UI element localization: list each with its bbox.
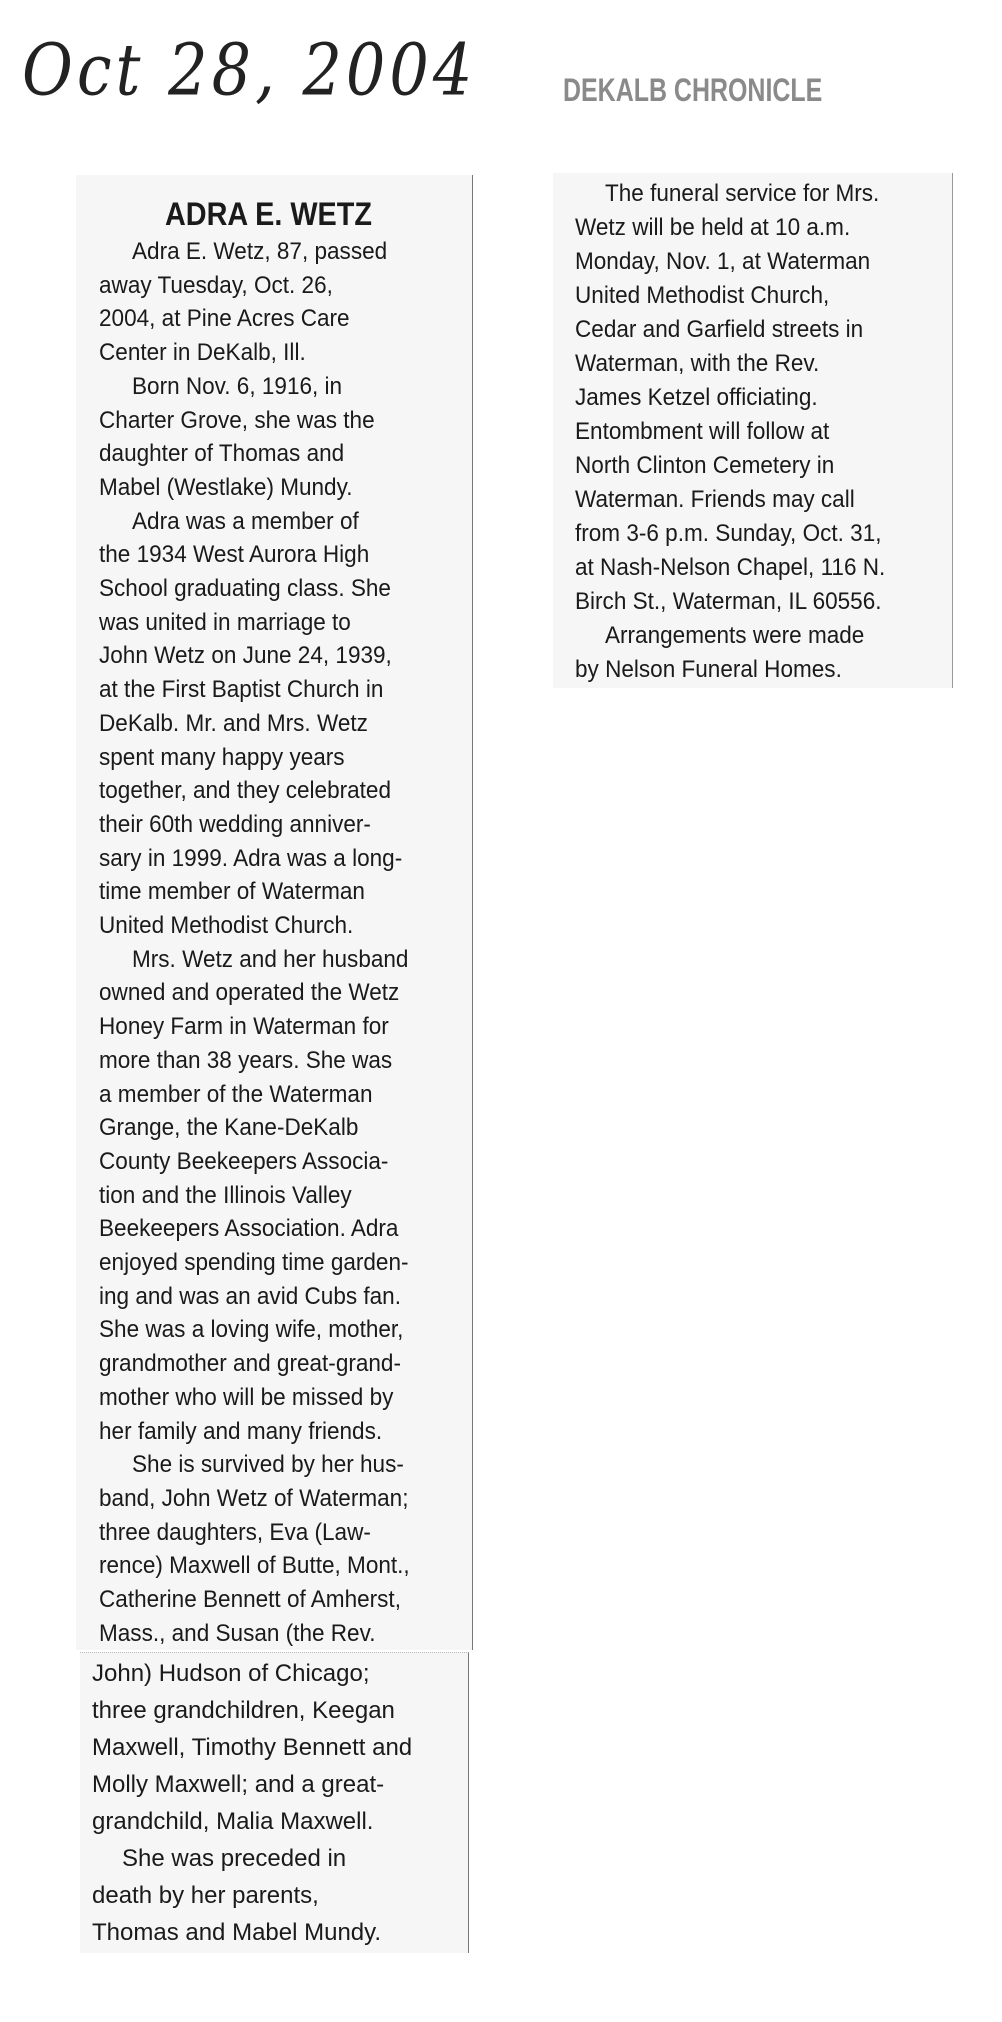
text-line: Mrs. Wetz and her husband (132, 946, 409, 973)
text-line: County Beekeepers Associa- (99, 1148, 389, 1175)
text-line: Catherine Bennett of Amherst, (99, 1586, 401, 1613)
text-line: Wetz will be held at 10 a.m. (575, 214, 851, 241)
text-line: at Nash-Nelson Chapel, 116 N. (575, 554, 886, 581)
text-line: more than 38 years. She was (99, 1047, 393, 1074)
text-line: Beekeepers Association. Adra (99, 1215, 399, 1242)
text-line: Mabel (Westlake) Mundy. (99, 474, 353, 501)
text-line: Cedar and Garfield streets in (575, 316, 864, 343)
text-line: DeKalb. Mr. and Mrs. Wetz (99, 710, 368, 737)
text-line: grandmother and great-grand- (99, 1350, 401, 1377)
text-line: ing and was an avid Cubs fan. (99, 1283, 401, 1310)
text-line: School graduating class. She (99, 575, 391, 602)
text-line: She was a loving wife, mother, (99, 1316, 404, 1343)
text-line: Birch St., Waterman, IL 60556. (575, 588, 882, 615)
text-line: 2004, at Pine Acres Care (99, 305, 350, 332)
text-line: grandchild, Malia Maxwell. (92, 1808, 374, 1835)
text-line: United Methodist Church. (99, 912, 354, 939)
text-line: her family and many friends. (99, 1418, 383, 1445)
text-line: was united in marriage to (99, 609, 351, 636)
text-line: Mass., and Susan (the Rev. (99, 1620, 376, 1647)
text-line: Molly Maxwell; and a great- (92, 1771, 385, 1798)
text-line: at the First Baptist Church in (99, 676, 384, 703)
text-line: three grandchildren, Keegan (92, 1697, 395, 1724)
text-line: John) Hudson of Chicago; (92, 1660, 370, 1687)
text-line: Waterman, with the Rev. (575, 350, 820, 377)
text-line: James Ketzel officiating. (575, 384, 818, 411)
text-line: rence) Maxwell of Butte, Mont., (99, 1552, 410, 1579)
text-line: enjoyed spending time garden- (99, 1249, 409, 1276)
text-line: mother who will be missed by (99, 1384, 394, 1411)
text-line: owned and operated the Wetz (99, 979, 400, 1006)
obituary-title: ADRA E. WETZ (165, 196, 372, 232)
text-line: Center in DeKalb, Ill. (99, 339, 306, 366)
text-line: band, John Wetz of Waterman; (99, 1485, 409, 1512)
text-line: sary in 1999. Adra was a long- (99, 845, 403, 872)
text-line: together, and they celebrated (99, 777, 391, 804)
text-line: spent many happy years (99, 744, 345, 771)
text-line: by Nelson Funeral Homes. (575, 656, 842, 683)
text-line: Waterman. Friends may call (575, 486, 855, 513)
text-line: a member of the Waterman (99, 1081, 373, 1108)
text-line: Adra E. Wetz, 87, passed (132, 238, 388, 265)
text-line: Monday, Nov. 1, at Waterman (575, 248, 871, 275)
text-line: Maxwell, Timothy Bennett and (92, 1734, 413, 1761)
text-line: Arrangements were made (605, 622, 865, 649)
text-line: death by her parents, (92, 1882, 319, 1909)
text-line: Born Nov. 6, 1916, in (132, 373, 343, 400)
text-line: Entombment will follow at (575, 418, 830, 445)
handwritten-date: Oct 28, 2004 (22, 28, 477, 112)
text-line: time member of Waterman (99, 878, 365, 905)
text-line: away Tuesday, Oct. 26, (99, 272, 333, 299)
text-line: Grange, the Kane-DeKalb (99, 1114, 359, 1141)
text-line: daughter of Thomas and (99, 440, 345, 467)
text-line: Honey Farm in Waterman for (99, 1013, 389, 1040)
publication-name: DEKALB CHRONICLE (563, 72, 823, 108)
text-line: She is survived by her hus- (132, 1451, 404, 1478)
text-line: Adra was a member of (132, 508, 359, 535)
text-line: The funeral service for Mrs. (605, 180, 880, 207)
text-line: from 3-6 p.m. Sunday, Oct. 31, (575, 520, 882, 547)
text-line: North Clinton Cemetery in (575, 452, 835, 479)
text-line: tion and the Illinois Valley (99, 1182, 352, 1209)
text-line: the 1934 West Aurora High (99, 541, 370, 568)
text-line: She was preceded in (122, 1845, 347, 1872)
text-line: United Methodist Church, (575, 282, 830, 309)
text-line: John Wetz on June 24, 1939, (99, 642, 392, 669)
text-line: Thomas and Mabel Mundy. (92, 1919, 382, 1946)
text-line: Charter Grove, she was the (99, 407, 375, 434)
text-line: three daughters, Eva (Law- (99, 1519, 371, 1546)
text-line: their 60th wedding anniver- (99, 811, 371, 838)
